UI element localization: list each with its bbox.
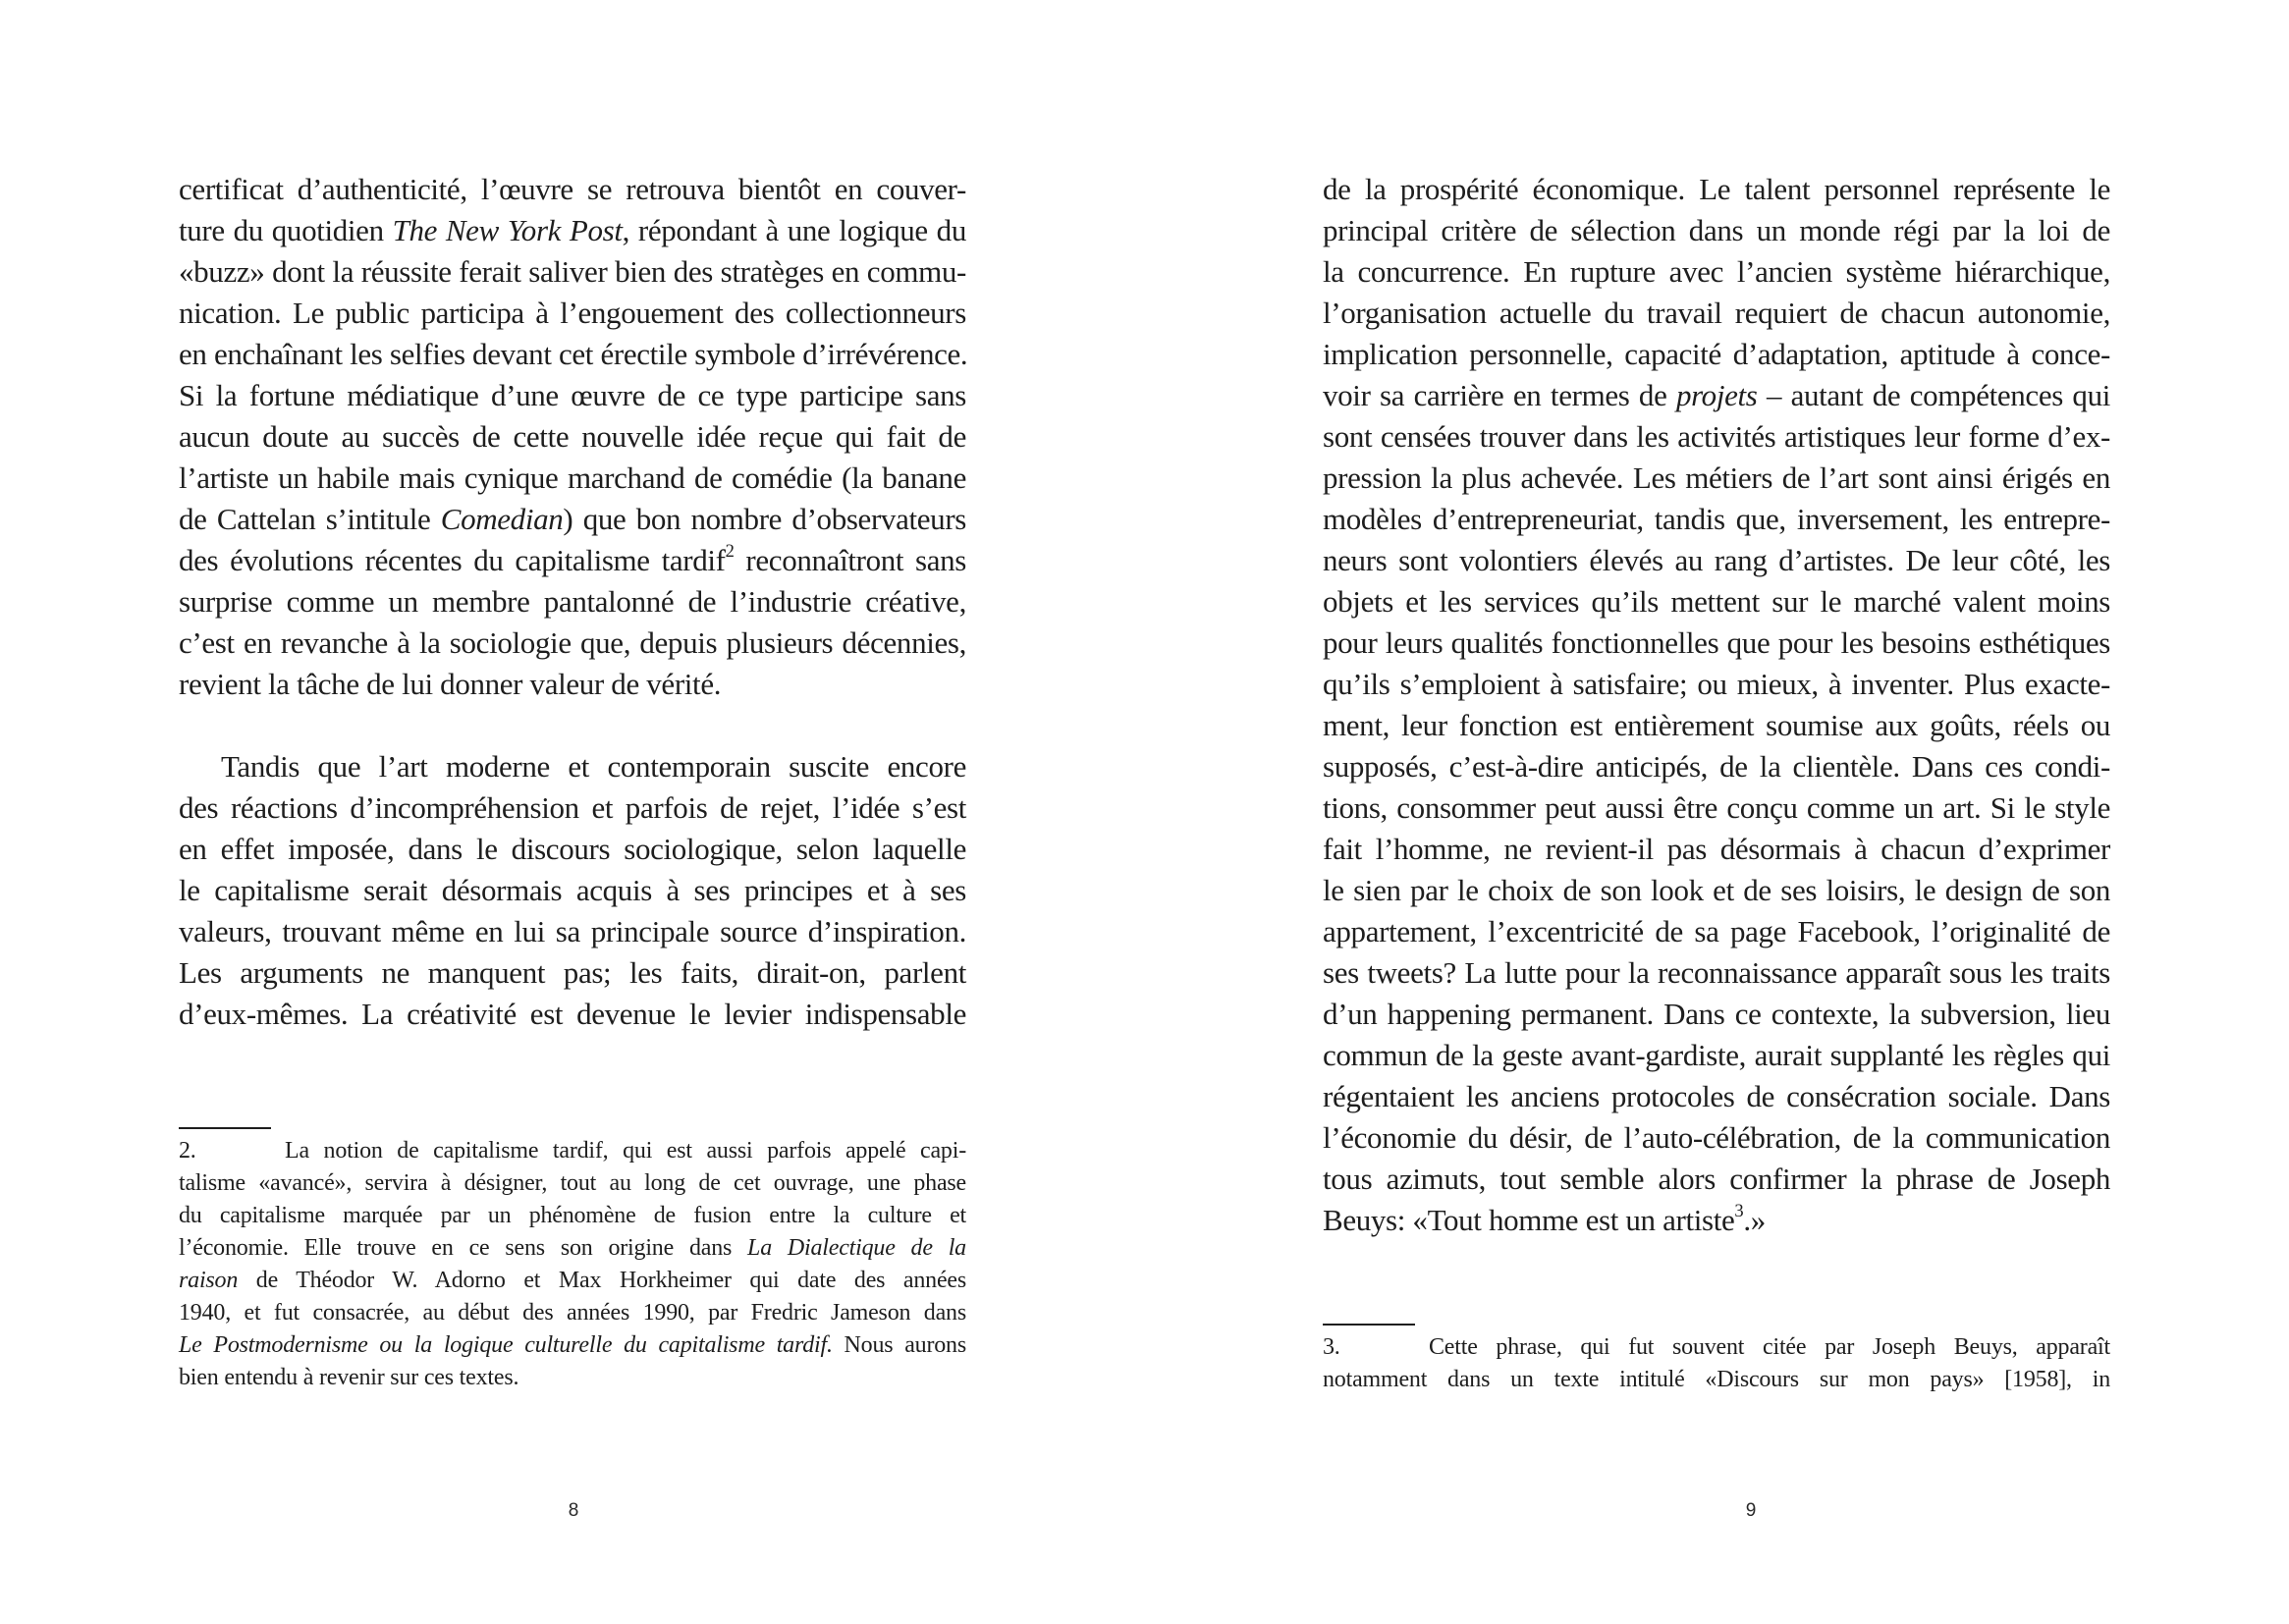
page-number: 8: [568, 1500, 579, 1521]
text-line: [1323, 251, 2110, 293]
text-line: [1323, 416, 2110, 458]
text-line: [1323, 499, 2110, 540]
italic-title: Comedian: [440, 502, 564, 536]
text-run: valeurs, trouvant même en lui sa principale source d’inspiration.: [179, 914, 966, 948]
italic-title: Le Postmodernisme ou la logique culturelle du capitalisme tardif.: [179, 1332, 833, 1358]
italic-title: The New York Post: [392, 213, 623, 247]
text-run: tous azimuts, tout semble alors confirmer la phrase de Joseph: [1323, 1162, 2110, 1196]
text-run: régentaient les anciens protocoles de consécration sociale. Dans: [1323, 1079, 2110, 1113]
left-page: [0, 0, 1144, 1624]
text-run: objets et les services qu’ils mettent sur le marché valent moins: [1323, 584, 2110, 619]
footnote-separator: [179, 1127, 271, 1129]
text-line: [1323, 334, 2110, 375]
text-line: [1323, 911, 2110, 952]
page-number: 9: [1745, 1500, 1757, 1521]
footnote-line: [179, 1362, 966, 1394]
text-line: [1323, 375, 2110, 416]
text-run: – autant de compétences qui: [1757, 378, 2110, 412]
footnote-line: [1323, 1331, 2110, 1364]
text-run: , répondant à une logique du: [622, 213, 966, 247]
text-line: [179, 375, 966, 416]
text-run: c’est en revanche à la sociologie que, depuis plusieurs décennies,: [179, 625, 966, 660]
text-line: [179, 952, 966, 994]
text-run: supposés, c’est-à-dire anticipés, de la clientèle. Dans ces condi-: [1323, 749, 2110, 784]
footnote-number: 2.: [179, 1138, 196, 1164]
text-line: [1323, 1035, 2110, 1076]
text-run: pour leurs qualités fonctionnelles que pour les besoins esthétiques: [1323, 625, 2110, 660]
text-run: principal critère de sélection dans un monde régi par la loi de: [1323, 213, 2110, 247]
text-line: [1323, 952, 2110, 994]
text-run: en effet imposée, dans le discours sociologique, selon laquelle: [179, 832, 966, 866]
text-line: [179, 994, 966, 1035]
paragraph: [179, 746, 966, 1035]
text-run: certificat d’authenticité, l’œuvre se retrouva bientôt en couver-: [179, 172, 966, 206]
footnote-reference: 3: [1734, 1201, 1744, 1222]
text-run: fait l’homme, ne revient-il pas désormais à chacun d’exprimer: [1323, 832, 2110, 866]
footnote-text: [285, 1135, 966, 1167]
text-run: ment, leur fonction est entièrement soumise aux goûts, réels ou: [1323, 708, 2110, 742]
text-run: tions, consommer peut aussi être conçu comme un art. Si le style: [1323, 790, 2110, 825]
footnote-line: [1323, 1364, 2110, 1396]
paragraph: [179, 169, 966, 705]
text-run: bien entendu à revenir sur ces textes.: [179, 1365, 519, 1390]
text-run: la concurrence. En rupture avec l’ancien système hiérarchique,: [1323, 254, 2110, 289]
footnote-line: [179, 1135, 966, 1167]
footnote-text: [1429, 1331, 2110, 1364]
text-line: [1323, 787, 2110, 829]
text-line: [1323, 746, 2110, 787]
text-line: [1323, 581, 2110, 623]
text-run: ture du quotidien: [179, 213, 393, 247]
text-run: revient la tâche de lui donner valeur de vérité.: [179, 667, 722, 701]
text-run: de Théodor W. Adorno et Max Horkheimer qui date des années: [238, 1268, 966, 1293]
text-run: «buzz» dont la réussite ferait saliver bien des stratèges en commu-: [179, 254, 966, 289]
footnote-area: [1323, 1324, 2110, 1396]
text-run: ses tweets? La lutte pour la reconnaissance apparaît sous les traits: [1323, 955, 2110, 990]
text-line: [179, 458, 966, 499]
text-line: [179, 787, 966, 829]
paragraph-gap: [179, 705, 966, 746]
footnote-line: [179, 1200, 966, 1232]
text-run: Beuys: «Tout homme est un artiste: [1323, 1203, 1735, 1237]
text-line: [179, 499, 966, 540]
text-run: modèles d’entrepreneuriat, tandis que, inversement, les entrepre-: [1323, 502, 2110, 536]
italic-title: raison: [179, 1268, 239, 1293]
text-run: notamment dans un texte intitulé «Discours sur mon pays» [1958], in: [1323, 1367, 2110, 1392]
text-run: Cette phrase, qui fut souvent citée par Joseph Beuys, apparaît: [1429, 1334, 2110, 1360]
footnote-number: 3.: [1323, 1334, 1340, 1360]
text-line: [179, 911, 966, 952]
text-run: l’économie du désir, de l’auto-célébration, de la communication: [1323, 1120, 2110, 1155]
text-line: [1323, 994, 2110, 1035]
text-run: qu’ils s’emploient à satisfaire; ou mieux, à inventer. Plus exacte-: [1323, 667, 2110, 701]
text-line: [1323, 1076, 2110, 1117]
text-line: [1323, 1117, 2110, 1159]
text-line: [1323, 293, 2110, 334]
text-run: de la prospérité économique. Le talent personnel représente le: [1323, 172, 2110, 206]
footnote-separator: [1323, 1324, 1415, 1326]
text-run: .»: [1743, 1203, 1766, 1237]
text-line: [1323, 705, 2110, 746]
footnote-line: [179, 1265, 966, 1297]
text-run: Si la fortune médiatique d’une œuvre de ce type participe sans: [179, 378, 966, 412]
text-run: voir sa carrière en termes de: [1323, 378, 1676, 412]
italic-title: projets: [1675, 378, 1758, 412]
text-run: d’un happening permanent. Dans ce contexte, la subversion, lieu: [1323, 997, 2110, 1031]
text-run: le sien par le choix de son look et de ses loisirs, le design de son: [1323, 873, 2110, 907]
text-run: neurs sont volontiers élevés au rang d’artistes. De leur côté, les: [1323, 543, 2110, 577]
footnote: [1323, 1331, 2110, 1396]
text-line: [1323, 540, 2110, 581]
text-run: 1940, et fut consacrée, au début des années 1990, par Fredric Jameson dans: [179, 1300, 966, 1326]
text-line: [1323, 1200, 2110, 1241]
text-run: La notion de capitalisme tardif, qui est aussi parfois appelé capi-: [285, 1138, 966, 1164]
footnote-line: [179, 1297, 966, 1329]
text-line: [179, 293, 966, 334]
text-line: [179, 664, 966, 705]
text-run: de Cattelan s’intitule: [179, 502, 441, 536]
text-line: [179, 540, 966, 581]
text-run: Les arguments ne manquent pas; les faits, dirait-on, parlent: [179, 955, 966, 990]
text-line: [1323, 458, 2110, 499]
text-run: l’organisation actuelle du travail requiert de chacun autonomie,: [1323, 296, 2110, 330]
text-line: [179, 870, 966, 911]
footnote: [179, 1135, 966, 1394]
text-run: pression la plus achevée. Les métiers de l’art sont ainsi érigés en: [1323, 460, 2110, 495]
text-run: l’économie. Elle trouve en ce sens son origine dans: [179, 1235, 748, 1261]
text-run: nication. Le public participa à l’engouement des collectionneurs: [179, 296, 966, 330]
text-run: l’artiste un habile mais cynique marchand de comédie (la banane: [179, 460, 966, 495]
italic-title: La Dialectique de la: [747, 1235, 966, 1261]
text-line: [1323, 623, 2110, 664]
text-run: du capitalisme marquée par un phénomène de fusion entre la culture et: [179, 1203, 966, 1228]
text-line: [179, 251, 966, 293]
right-page: [1145, 0, 2289, 1624]
body-text: [179, 169, 966, 1035]
text-line: [179, 169, 966, 210]
text-run: reconnaîtront sans: [734, 543, 966, 577]
text-line: [179, 334, 966, 375]
text-run: le capitalisme serait désormais acquis à ses principes et à ses: [179, 873, 966, 907]
text-run: des évolutions récentes du capitalisme tardif: [179, 543, 726, 577]
text-run: talisme «avancé», servira à désigner, tout au long de cet ouvrage, une phase: [179, 1170, 966, 1196]
text-run: ) que bon nombre d’observateurs: [563, 502, 967, 536]
text-run: aucun doute au succès de cette nouvelle idée reçue qui fait de: [179, 419, 966, 454]
text-run: Nous aurons: [832, 1332, 966, 1358]
footnote-line: [179, 1167, 966, 1200]
footnote-reference: 2: [725, 541, 735, 563]
footnote-area: [179, 1127, 966, 1394]
text-line: [1323, 210, 2110, 251]
text-line: [1323, 1159, 2110, 1200]
text-line: [179, 623, 966, 664]
text-line: [1323, 169, 2110, 210]
footnote-line: [179, 1232, 966, 1265]
body-text: [1323, 169, 2110, 1241]
text-run: implication personnelle, capacité d’adaptation, aptitude à conce-: [1323, 337, 2110, 371]
text-line: [1323, 664, 2110, 705]
text-run: des réactions d’incompréhension et parfois de rejet, l’idée s’est: [179, 790, 966, 825]
text-run: surprise comme un membre pantalonné de l’industrie créative,: [179, 584, 966, 619]
text-run: appartement, l’excentricité de sa page Facebook, l’originalité de: [1323, 914, 2110, 948]
footnote-line: [179, 1329, 966, 1362]
text-run: commun de la geste avant-gardiste, aurait supplanté les règles qui: [1323, 1038, 2110, 1072]
text-run: Tandis que l’art moderne et contemporain suscite encore: [221, 749, 966, 784]
text-run: sont censées trouver dans les activités artistiques leur forme d’ex-: [1323, 419, 2110, 454]
text-line: [179, 210, 966, 251]
text-line: [179, 581, 966, 623]
text-line: [179, 416, 966, 458]
text-run: en enchaînant les selfies devant cet érectile symbole d’irrévérence.: [179, 337, 968, 371]
text-line: [1323, 870, 2110, 911]
text-line: [1323, 829, 2110, 870]
text-line: [179, 746, 966, 787]
text-line: [179, 829, 966, 870]
paragraph: [1323, 169, 2110, 1241]
text-run: d’eux-mêmes. La créativité est devenue le levier indispensable: [179, 997, 966, 1031]
